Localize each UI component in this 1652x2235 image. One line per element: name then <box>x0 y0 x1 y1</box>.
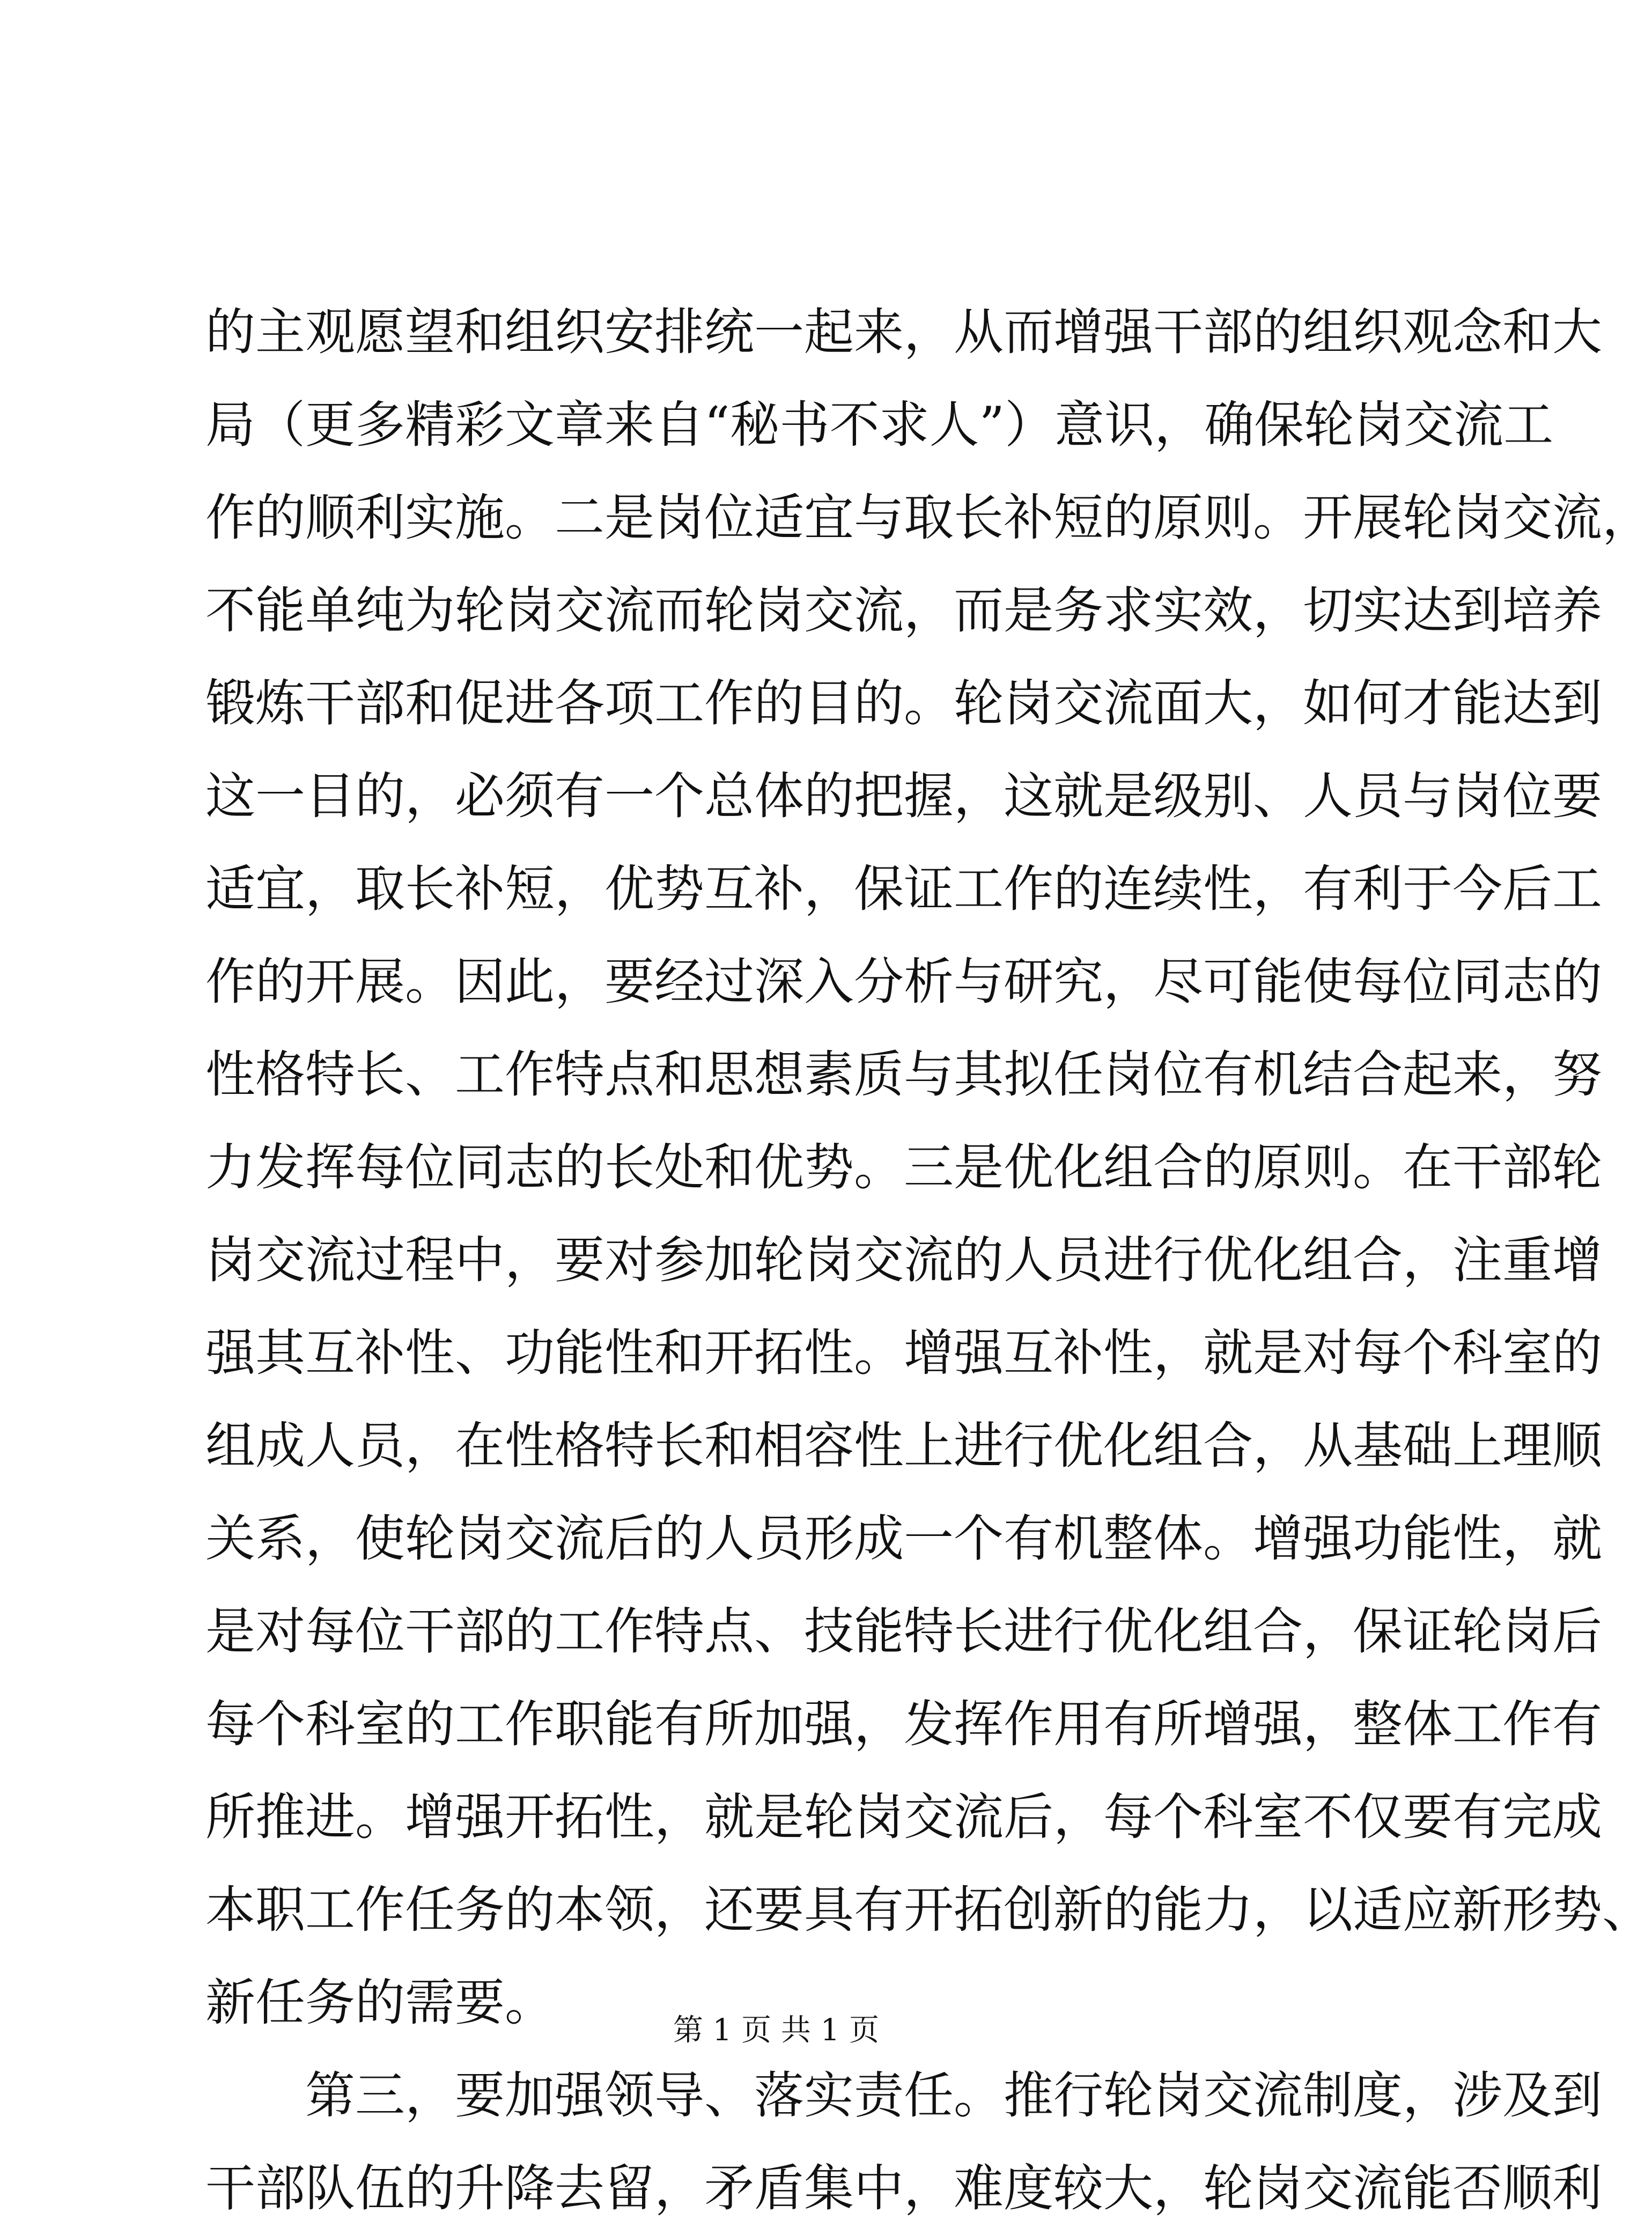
text-line: 所推进。增强开拓性，就是轮岗交流后，每个科室不仅要有完成 <box>205 1788 1602 1846</box>
text-line: 力发挥每位同志的长处和优势。三是优化组合的原则。在干部轮 <box>205 1138 1602 1196</box>
text-line: 这一目的，必须有一个总体的把握，这就是级别、人员与岗位要 <box>205 767 1602 825</box>
text-line: 本职工作任务的本领，还要具有开拓创新的能力，以适应新形势、 <box>205 1881 1652 1939</box>
text-line: 不能单纯为轮岗交流而轮岗交流，而是务求实效，切实达到培养 <box>205 582 1602 639</box>
text-line: 作的开展。因此，要经过深入分析与研究，尽可能使每位同志的 <box>205 953 1602 1011</box>
text-line: 局（更多精彩文章来自“秘书不求人”）意识，确保轮岗交流工 <box>205 396 1554 454</box>
body-text <box>205 286 1652 2235</box>
text-line: 作的顺利实施。二是岗位适宜与取长补短的原则。开展轮岗交流， <box>205 489 1652 547</box>
page-footer: 第 1 页 共 1 页 <box>673 2013 880 2048</box>
text-line: 锻炼干部和促进各项工作的目的。轮岗交流面大，如何才能达到 <box>205 674 1602 732</box>
text-line: 每个科室的工作职能有所加强，发挥作用有所增强，整体工作有 <box>205 1695 1602 1753</box>
text-line: 干部队伍的升降去留，矛盾集中，难度较大，轮岗交流能否顺利 <box>205 2159 1602 2217</box>
text-line: 关系，使轮岗交流后的人员形成一个有机整体。增强功能性，就 <box>205 1510 1602 1568</box>
paragraph-start-line: 第三，要加强领导、落实责任。推行轮岗交流制度，涉及到 <box>305 2067 1602 2124</box>
text-line: 适宜，取长补短，优势互补，保证工作的连续性，有利于今后工 <box>205 860 1602 918</box>
text-line: 组成人员，在性格特长和相容性上进行优化组合，从基础上理顺 <box>205 1417 1602 1475</box>
text-line: 性格特长、工作特点和思想素质与其拟任岗位有机结合起来，努 <box>205 1046 1602 1104</box>
text-line: 强其互补性、功能性和开拓性。增强互补性，就是对每个科室的 <box>205 1324 1602 1382</box>
text-line: 新任务的需要。 <box>205 1974 555 2032</box>
text-line: 岗交流过程中，要对参加轮岗交流的人员进行优化组合，注重增 <box>205 1231 1602 1289</box>
text-line: 是对每位干部的工作特点、技能特长进行优化组合，保证轮岗后 <box>205 1602 1602 1660</box>
text-line: 的主观愿望和组织安排统一起来，从而增强干部的组织观念和大 <box>205 303 1602 361</box>
